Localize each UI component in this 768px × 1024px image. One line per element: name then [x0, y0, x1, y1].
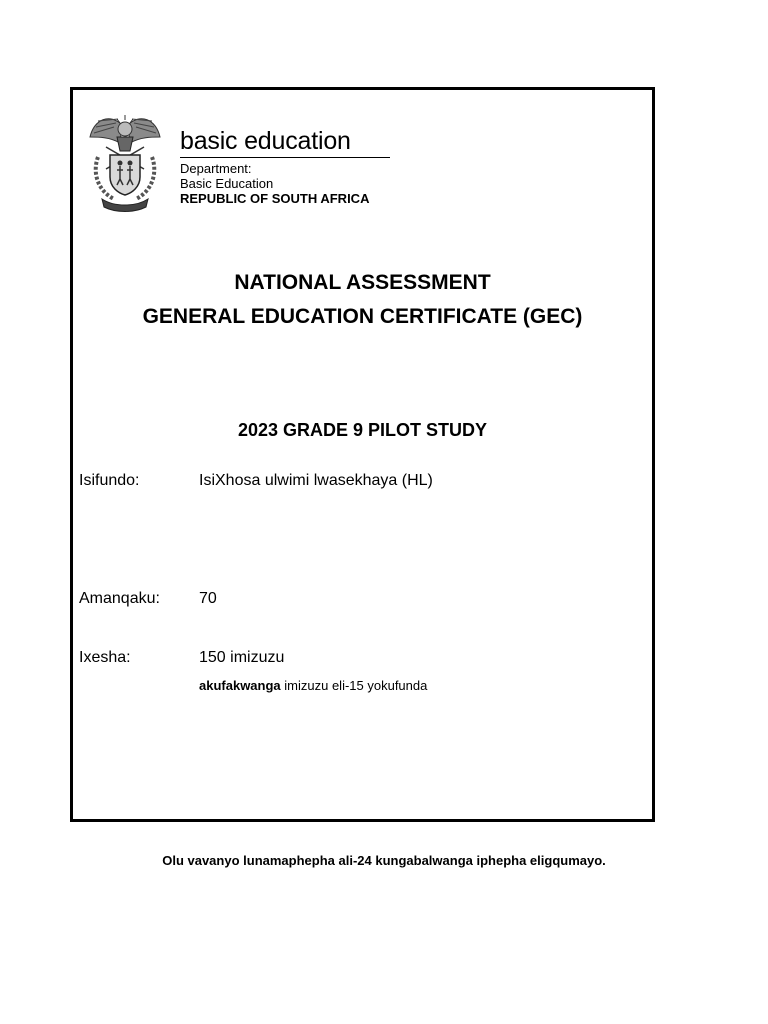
time-label: Ixesha: — [79, 649, 131, 666]
study-title: 2023 GRADE 9 PILOT STUDY — [237, 420, 488, 440]
country-name: REPUBLIC OF SOUTH AFRICA — [180, 191, 370, 206]
dept-name: Basic Education — [180, 176, 274, 191]
department-logo — [84, 107, 384, 217]
page-count-note: Olu vavanyo lunamaphepha ali-24 kungabalwanga iphepha eligqumayo. — [162, 853, 606, 868]
marks-value: 70 — [199, 590, 217, 607]
time-value: 150 imizuzu — [199, 649, 285, 666]
brand-name: basic education — [180, 127, 351, 155]
subject-label: Isifundo: — [79, 472, 140, 489]
time-note-text: imizuzu eli-15 yokufunda — [280, 678, 428, 693]
time-note — [199, 679, 427, 692]
dept-label: Department: — [180, 161, 252, 176]
brand-divider — [180, 157, 390, 158]
certificate-title: GENERAL EDUCATION CERTIFICATE (GEC) — [142, 305, 583, 328]
assessment-title: NATIONAL ASSESSMENT — [234, 271, 491, 294]
coat-of-arms-icon — [84, 107, 166, 215]
time-note-emphasis: akufakwanga — [199, 678, 281, 693]
cover-frame — [70, 87, 655, 822]
marks-label: Amanqaku: — [79, 590, 160, 607]
subject-value: IsiXhosa ulwimi lwasekhaya (HL) — [199, 472, 433, 489]
